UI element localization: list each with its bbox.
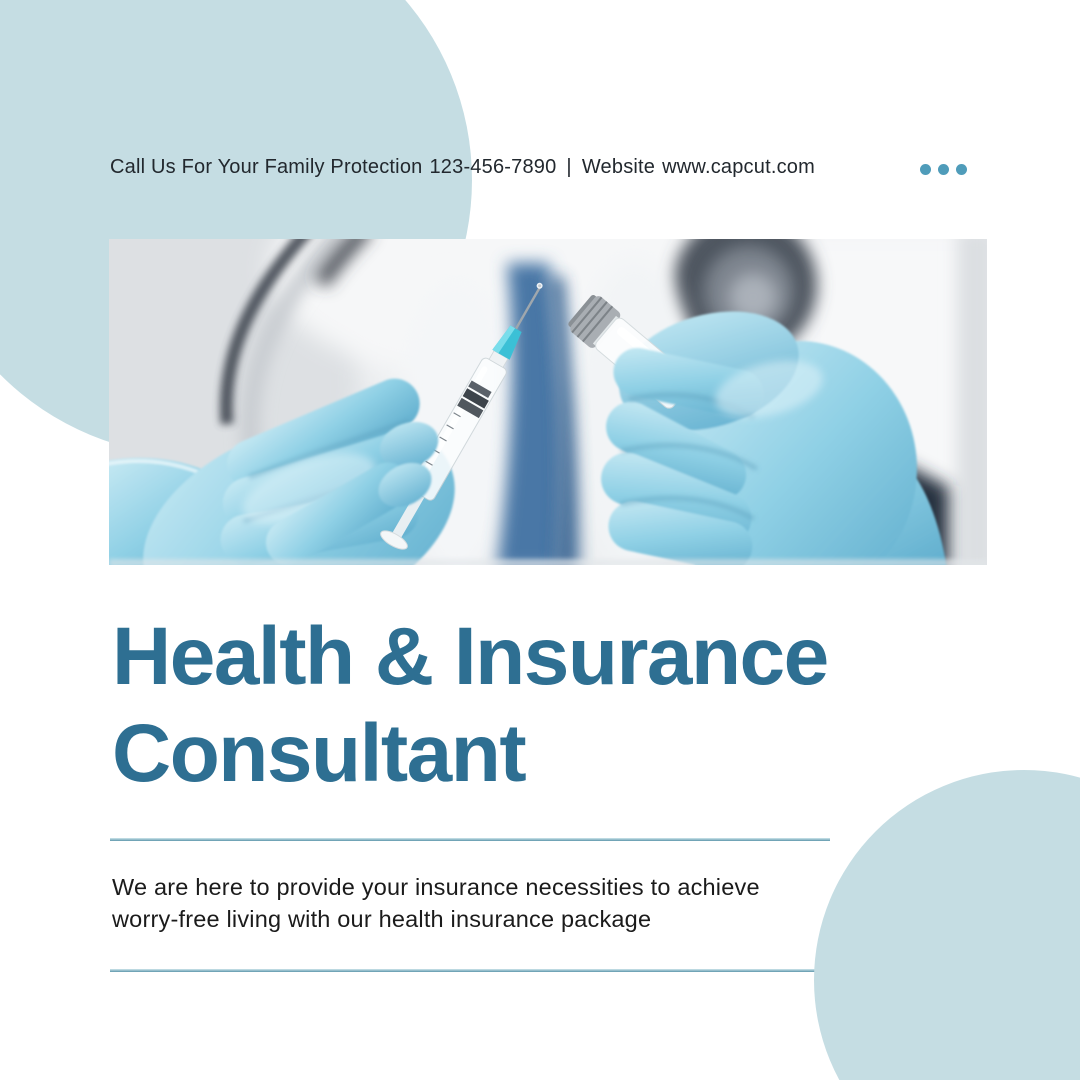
dot-icon — [956, 164, 967, 175]
phone-number: 123-456-7890 — [429, 156, 557, 178]
title-line-1: Health & Insurance — [112, 611, 828, 702]
contact-bar — [110, 156, 815, 179]
dot-icon — [938, 164, 949, 175]
photo-doctor-hands-syringe-vial — [109, 239, 987, 565]
decor-circle-bottom-right — [814, 770, 1080, 1080]
divider-line-top — [110, 838, 830, 841]
title-line-2: Consultant — [112, 708, 526, 799]
page-title — [112, 608, 972, 802]
photo-bottom-shadow — [109, 559, 987, 565]
separator: | — [566, 156, 572, 178]
three-dots-icon — [920, 164, 967, 175]
description-text: We are here to provide your insurance necessities to achieve worry-free living with our health insurance package — [112, 874, 760, 932]
call-text: Call Us For Your Family Protection — [110, 156, 423, 178]
website-url: www.capcut.com — [662, 156, 815, 178]
dot-icon — [920, 164, 931, 175]
website-label: Website — [581, 156, 656, 178]
divider-line-bottom — [110, 969, 824, 972]
